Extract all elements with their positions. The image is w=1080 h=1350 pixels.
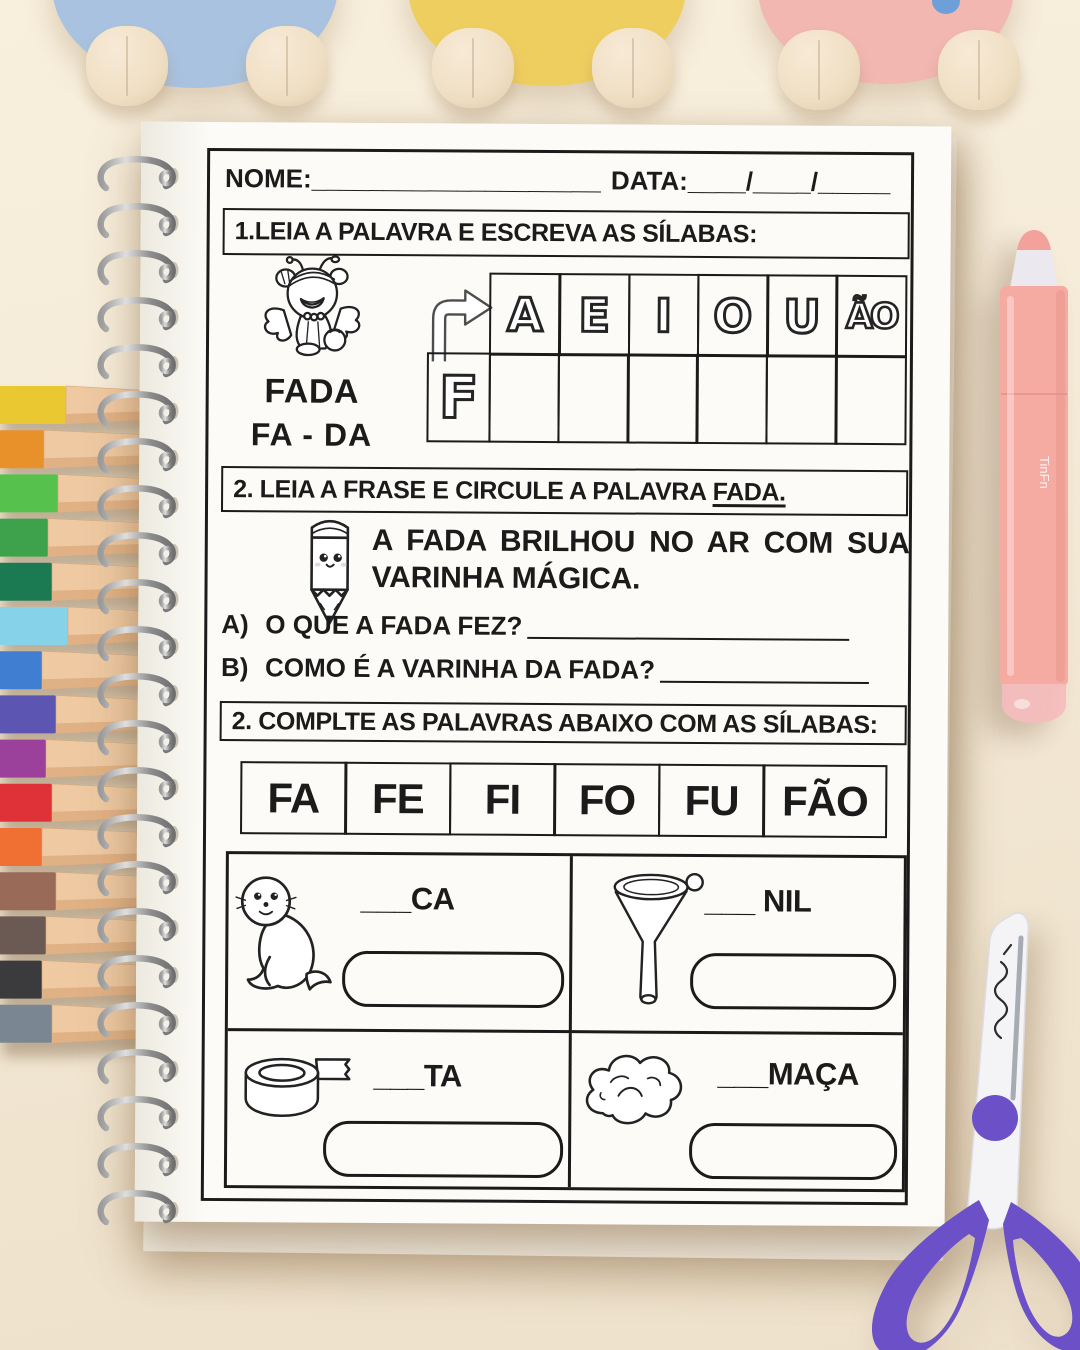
spiral-coil bbox=[101, 347, 179, 376]
vowel-cell bbox=[697, 274, 769, 357]
spiral-coil bbox=[101, 394, 179, 423]
vowel-header-row bbox=[489, 273, 907, 359]
spiral-coil bbox=[101, 1099, 179, 1128]
syllable-bank-row bbox=[242, 761, 887, 838]
spiral-coil bbox=[101, 770, 179, 799]
syllable-bank-cell: FI bbox=[449, 762, 557, 836]
spiral-coil bbox=[101, 1005, 179, 1034]
vowel-cell bbox=[558, 273, 630, 356]
word-blank-funnel: ___ NIL bbox=[704, 882, 812, 919]
scissors-pivot bbox=[972, 1095, 1018, 1141]
spiral-coil bbox=[101, 159, 179, 188]
syllable-bank-cell: FE bbox=[344, 762, 452, 836]
spiral-coil bbox=[101, 488, 179, 517]
sentence-line-1: A FADA BRILHOU NO AR COM SUA bbox=[371, 523, 910, 561]
answer-line-b bbox=[660, 681, 869, 684]
vowel-bubble-letter: O bbox=[713, 288, 753, 343]
date-blank-line: ____/____/_____ bbox=[687, 165, 891, 198]
syllable-bank-cell: FU bbox=[658, 764, 766, 838]
question-a-text: O QUE A FADA FEZ? bbox=[265, 609, 523, 641]
spiral-coil bbox=[101, 253, 179, 282]
spiral-coil bbox=[101, 1146, 179, 1175]
syllable-write-row bbox=[426, 352, 907, 445]
sentence-line-2: VARINHA MÁGICA. bbox=[371, 560, 641, 596]
answer-box-tape bbox=[323, 1121, 563, 1178]
yellow-toy-foot bbox=[592, 28, 674, 108]
target-word-syllables: FA - DA bbox=[250, 416, 373, 453]
spiral-coil bbox=[101, 300, 179, 329]
spiral-binding bbox=[94, 148, 206, 1248]
pink-toy-foot bbox=[938, 30, 1020, 110]
answer-line-a bbox=[527, 637, 849, 641]
question-b-text: COMO É A VARINHA DA FADA? bbox=[264, 652, 656, 685]
syllable-bank-cell: FÃO bbox=[762, 764, 887, 838]
tape-illustration bbox=[237, 1049, 355, 1130]
spiral-coil bbox=[101, 723, 179, 752]
task2-title-box bbox=[221, 466, 908, 516]
yellow-toy-foot bbox=[432, 28, 514, 108]
word-blank-seal: ___CA bbox=[360, 880, 455, 917]
empty-write-cell bbox=[835, 355, 907, 445]
empty-write-cell bbox=[765, 354, 837, 444]
picture-word-grid bbox=[224, 851, 907, 1192]
empty-write-cell bbox=[627, 354, 699, 444]
blue-toy-foot bbox=[86, 26, 168, 106]
vowel-cell bbox=[835, 275, 907, 358]
spiral-coil bbox=[101, 629, 179, 658]
spiral-coil bbox=[101, 582, 179, 611]
word-blank-tape: ___TA bbox=[373, 1057, 462, 1094]
spiral-coil bbox=[101, 817, 179, 846]
name-blank-line: ____________________ bbox=[311, 163, 601, 196]
vowel-cell bbox=[766, 274, 838, 357]
worksheet-header-row bbox=[225, 163, 903, 198]
pink-crayon-pen bbox=[988, 226, 1080, 726]
vowel-bubble-letter: E bbox=[578, 287, 611, 342]
fairy-block bbox=[231, 251, 392, 454]
question-b-label: B) bbox=[220, 652, 249, 683]
syllable-bank-cell: FA bbox=[240, 761, 348, 835]
craft-scissors bbox=[845, 890, 1080, 1350]
blue-toy-foot bbox=[246, 26, 328, 106]
consonant-bubble-letter: F bbox=[438, 363, 479, 432]
date-label: DATA: bbox=[610, 165, 688, 196]
spiral-coil bbox=[101, 1193, 179, 1222]
question-b-row bbox=[221, 652, 869, 687]
seal-illustration bbox=[234, 866, 339, 999]
fairy-illustration bbox=[255, 251, 370, 364]
empty-write-cell bbox=[696, 354, 768, 444]
spiral-coil bbox=[101, 535, 179, 564]
syllable-bank-cell: FO bbox=[553, 763, 661, 837]
task3-title: 2. COMPLTE AS PALAVRAS ABAIXO COM AS SÍLABAS: bbox=[231, 706, 878, 739]
name-label: NOME: bbox=[224, 163, 312, 194]
bent-arrow-icon bbox=[423, 286, 499, 362]
smoke-illustration bbox=[575, 1039, 698, 1142]
word-blank-smoke: ___MAÇA bbox=[717, 1056, 859, 1092]
crayon-brand-text: TinFn bbox=[1037, 456, 1052, 489]
spiral-coil bbox=[101, 958, 179, 987]
task2-title: 2. LEIA A FRASE E CIRCULE A PALAVRA bbox=[233, 474, 707, 506]
vowel-cell bbox=[489, 273, 561, 356]
target-word: FADA bbox=[264, 372, 360, 411]
spiral-coil bbox=[101, 206, 179, 235]
funnel-illustration bbox=[608, 866, 705, 1019]
question-a-label: A) bbox=[221, 609, 249, 640]
vowel-bubble-letter: ÃO bbox=[845, 296, 897, 337]
question-a-row bbox=[221, 609, 849, 644]
vowel-bubble-letter: U bbox=[783, 288, 821, 344]
worksheet bbox=[201, 148, 914, 1205]
spiral-coil bbox=[101, 441, 179, 470]
notebook-page bbox=[135, 122, 952, 1227]
task2-title-emphasis: FADA. bbox=[712, 477, 786, 506]
answer-box-seal bbox=[342, 951, 564, 1008]
empty-write-cell bbox=[488, 353, 560, 443]
task1-title: 1.LEIA A PALAVRA E ESCREVA AS SÍLABAS: bbox=[234, 217, 758, 249]
empty-write-cell bbox=[557, 353, 629, 443]
grid-cell-seal bbox=[228, 854, 573, 1033]
task3-title-box bbox=[220, 701, 907, 745]
spiral-coil bbox=[101, 1052, 179, 1081]
consonant-cell bbox=[426, 352, 491, 442]
spiral-coil bbox=[101, 911, 179, 940]
vowel-cell bbox=[627, 274, 699, 357]
spiral-coil bbox=[101, 864, 179, 893]
pink-toy-foot bbox=[778, 30, 860, 110]
vowel-bubble-letter: I bbox=[654, 288, 673, 343]
spiral-coil bbox=[101, 676, 179, 705]
grid-cell-tape bbox=[227, 1031, 572, 1187]
vowel-bubble-letter: A bbox=[507, 287, 544, 342]
